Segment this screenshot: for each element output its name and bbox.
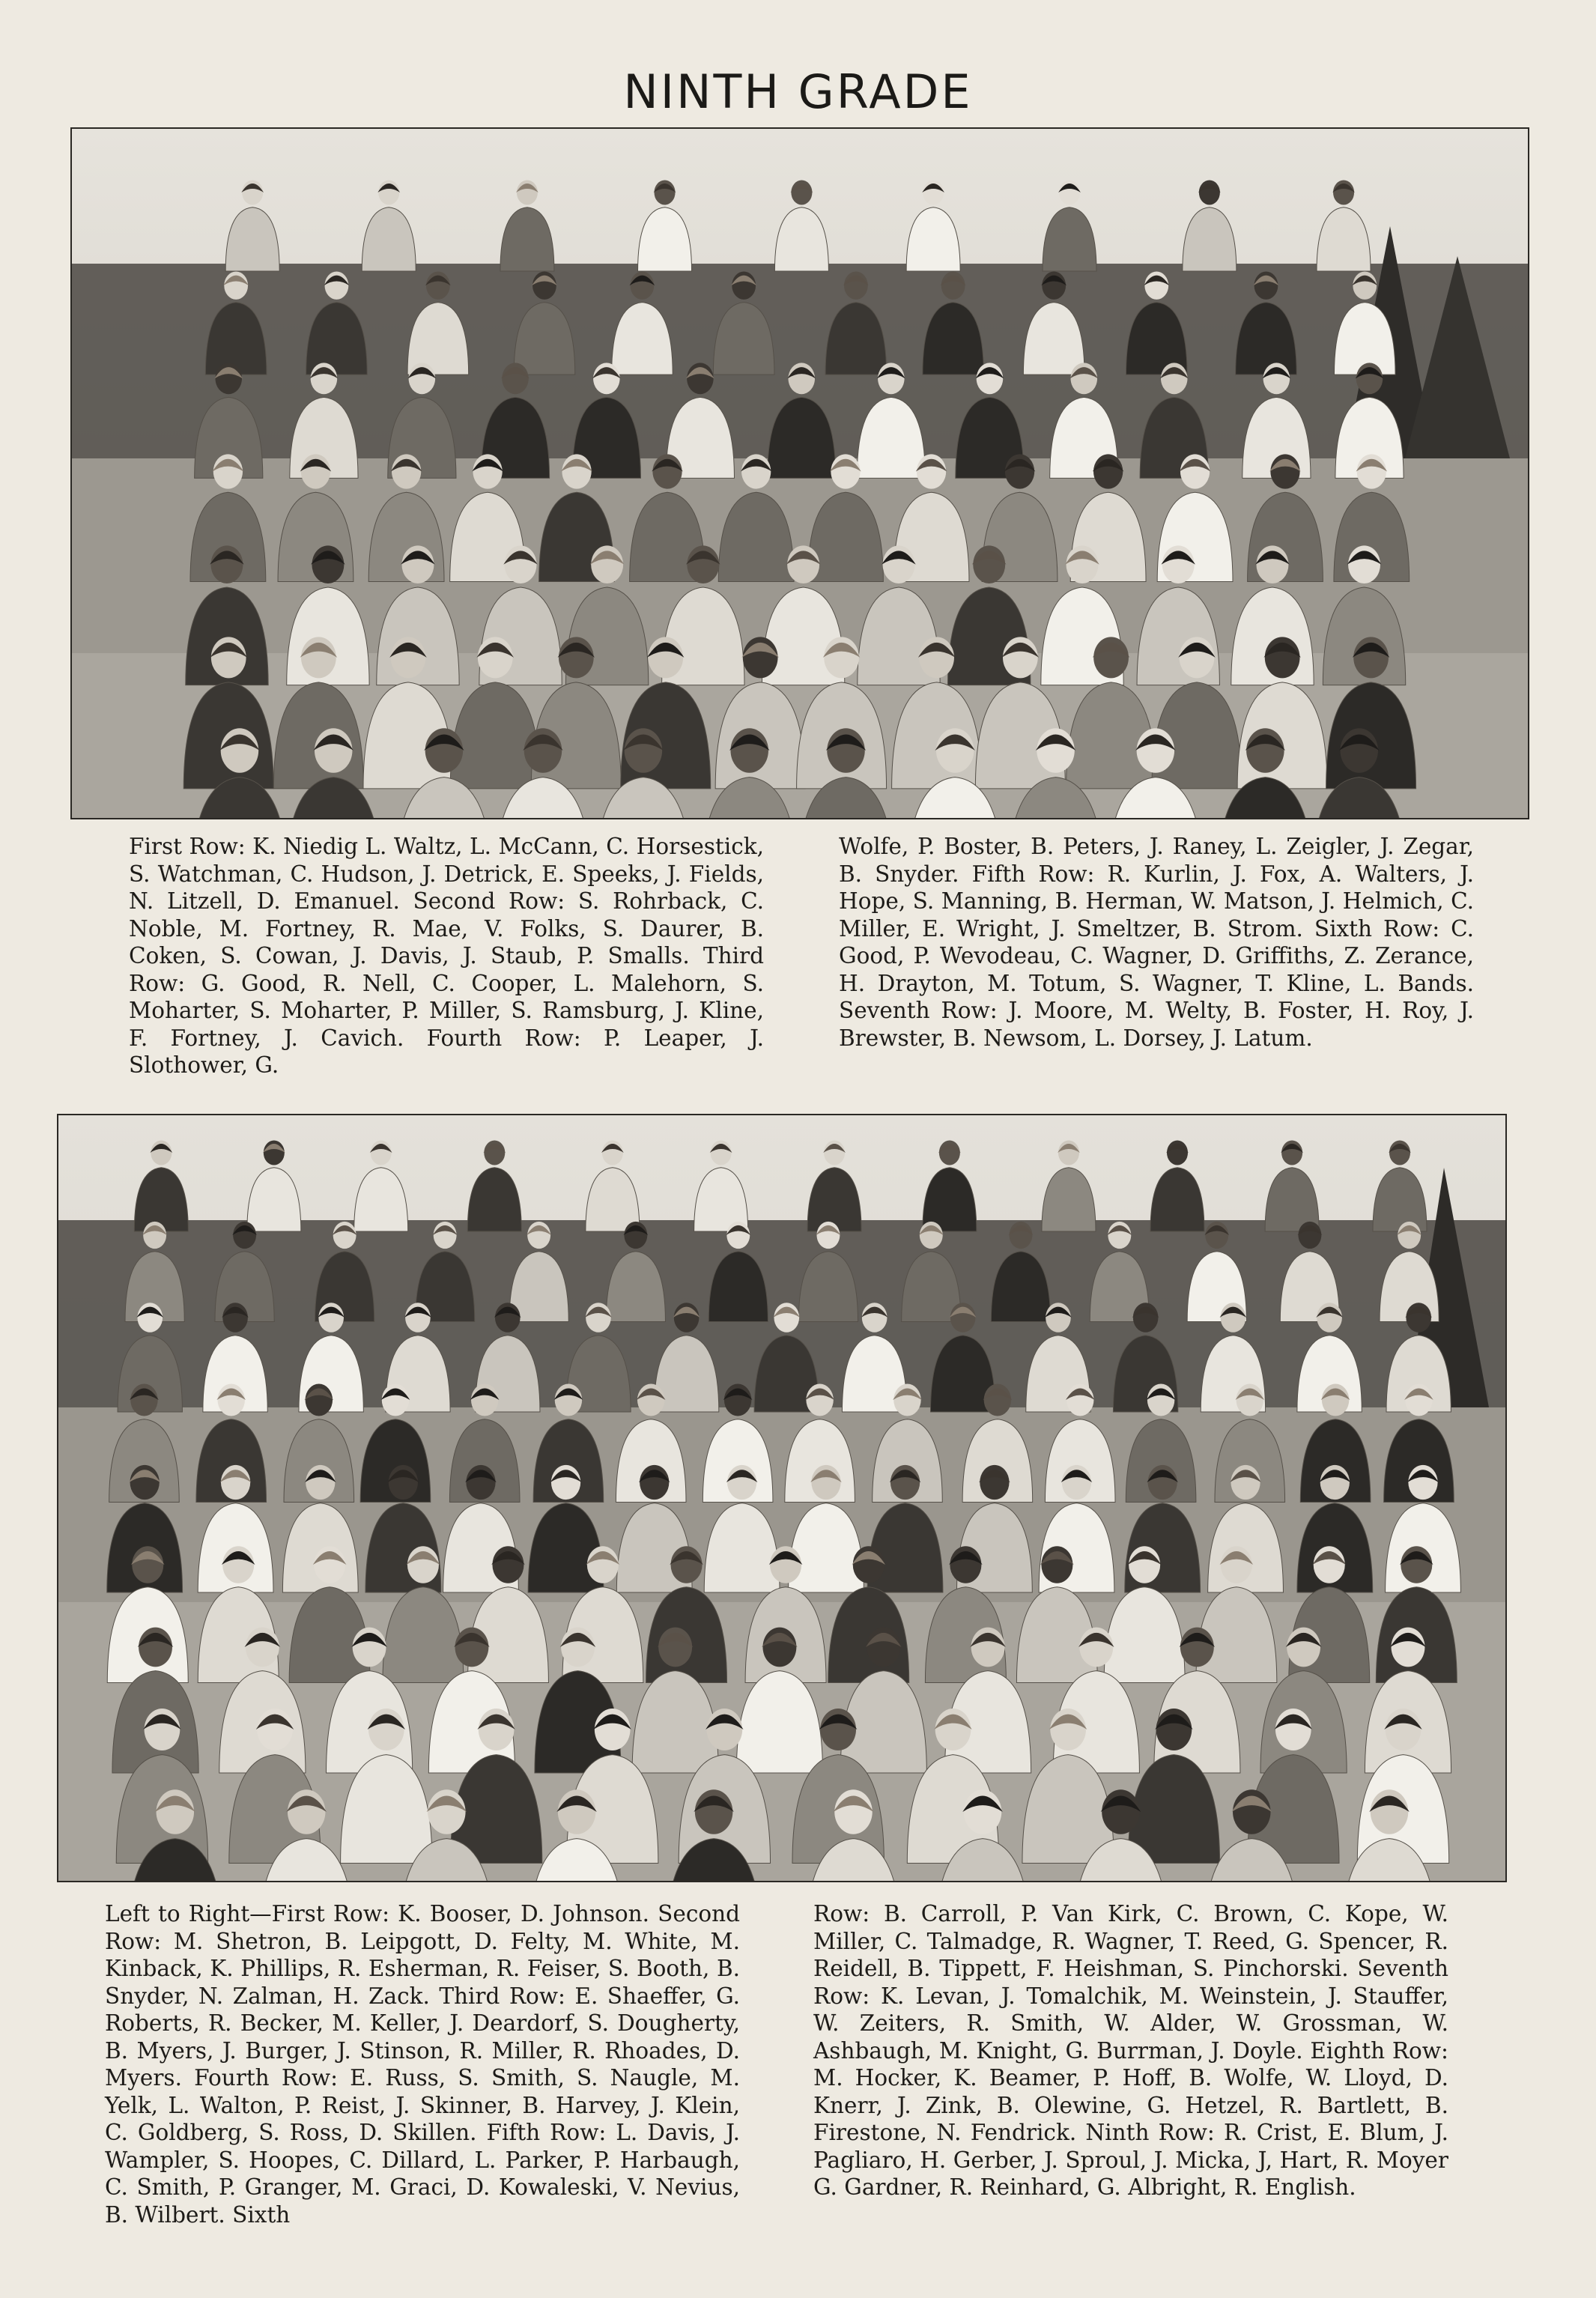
page-title: NINTH GRADE [623, 64, 973, 119]
ninth-grade-group-photo-1 [70, 127, 1529, 819]
photo-2-caption-right: Row: B. Carroll, P. Van Kirk, C. Brown, C. Kope, W. Miller, C. Talmadge, R. Wagner, T. Reed, G. Spencer, R. Reidell, B. Tippett, F. Heishman, S. Pinchorski. Seventh Row: K. Levan, J. Tomalchik, M. Weinstein, J. Stauffer, W. Zeiters, R. Smith, W. Alder, W. Grossman, W. Ashbaugh, M. Knight, G. Burrman, J. Doyle. Eighth Row: M. Hocker, K. Beamer, P. Hoff, B. Wolfe, W. Lloyd, D. Knerr, J. Zink, B. Olewine, G. Hetzel, R. Bartlett, B. Firestone, N. Fendrick. Ninth Row: R. Crist, E. Blum, J. Pagliaro, H. Gerber, J. Sproul, J. Micka, J, Hart, R. Moyer G. Gardner, R. Reinhard, G. Albright, R. English. [813, 1901, 1448, 2200]
photo-1-caption-left: First Row: K. Niedig L. Waltz, L. McCann, C. Horsestick, S. Watchman, C. Hudson, J. Detrick, E. Speeks, J. Fields, N. Litzell, D. Emanuel. Second Row: S. Rohrback, C. Noble, M. Fortney, R. Mae, V. Folks, S. Daurer, B. Coken, S. Cowan, J. Davis, J. Staub, P. Smalls. Third Row: G. Good, R. Nell, C. Cooper, L. Malehorn, S. Moharter, S. Moharter, P. Miller, S. Ramsburg, J. Kline, F. Fortney, J. Cavich. Fourth Row: P. Leaper, J. Slothower, G. [129, 834, 764, 1078]
photo-2-caption-left: Left to Right—First Row: K. Booser, D. Johnson. Second Row: M. Shetron, B. Leipgott, D. Felty, M. White, M. Kinback, K. Phillips, R. Esherman, R. Feiser, S. Booth, B. Snyder, N. Zalman, H. Zack. Third Row: E. Shaeffer, G. Roberts, R. Becker, M. Keller, J. Deardorf, S. Dougherty, B. Myers, J. Burger, J. Stinson, R. Miller, R. Rhoades, D. Myers. Fourth Row: E. Russ, S. Smith, S. Naugle, M. Yelk, L. Walton, P. Reist, J. Skinner, B. Harvey, J. Klein, C. Goldberg, S. Ross, D. Skillen. Fifth Row: L. Davis, J. Wampler, S. Hoopes, C. Dillard, L. Parker, P. Harbaugh, C. Smith, P. Granger, M. Graci, D. Kowaleski, V. Nevius, B. Wilbert. Sixth [105, 1901, 740, 2228]
photo-2-image [58, 1115, 1505, 1881]
ninth-grade-group-photo-2 [57, 1114, 1507, 1882]
photo-1-image [72, 129, 1528, 818]
photo-1-caption-right: Wolfe, P. Boster, B. Peters, J. Raney, L. Zeigler, J. Zegar, B. Snyder. Fifth Row: R. Kurlin, J. Fox, A. Walters, J. Hope, S. Manning, B. Herman, W. Matson, J. Helmich, C. Miller, E. Wright, J. Smeltzer, B. Strom. Sixth Row: C. Good, P. Wevodeau, C. Wagner, D. Griffiths, Z. Zerance, H. Drayton, M. Totum, S. Wagner, T. Kline, L. Bands. Seventh Row: J. Moore, M. Welty, B. Foster, H. Roy, J. Brewster, B. Newsom, L. Dorsey, J. Latum. [839, 834, 1474, 1051]
